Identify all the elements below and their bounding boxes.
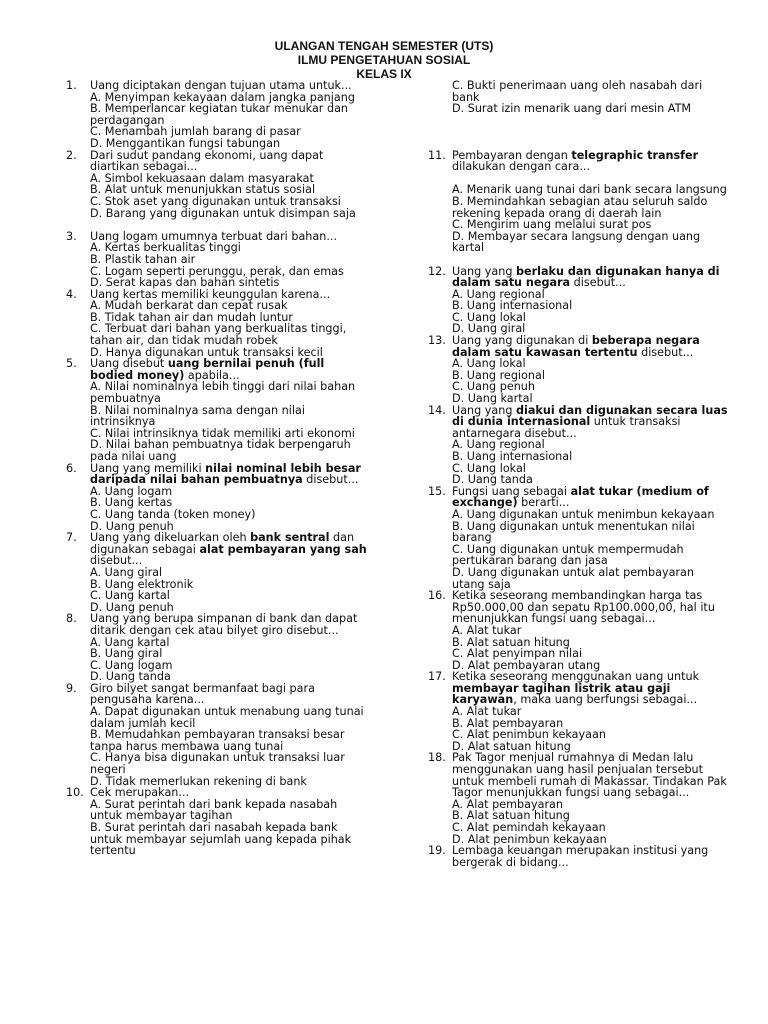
question-stem-text: Uang kertas memiliki keunggulan karena... [90, 287, 331, 301]
question-stem [452, 335, 728, 358]
question-stem-text: disebut... [90, 554, 143, 568]
question-stem [90, 150, 370, 173]
question-stem [90, 358, 370, 381]
answer-option: A. Uang lokal [452, 357, 526, 371]
answer-option: B. Uang digunakan untuk menentukan nilai barang [452, 519, 695, 545]
answer-option: D. Uang penuh [90, 600, 174, 614]
answer-option: D. Barang yang digunakan untuk disimpan saja [90, 206, 356, 220]
question-stem-text: Uang yang memiliki [90, 461, 206, 475]
answer-option: C. Bukti penerimaan uang oleh nasabah dari bank [452, 79, 703, 104]
question-stem-text: Ketika seseorang menggunakan uang untuk [452, 670, 700, 684]
question-item [66, 463, 370, 533]
question-stem-text: disebut... [302, 473, 359, 487]
question-stem [452, 150, 728, 173]
question-item [428, 590, 728, 671]
answer-option: D. Nilai bahan pembuatnya tidak berpengaruh pada nilai uang [90, 438, 351, 463]
answer-option: C. Uang kartal [90, 589, 170, 603]
answer-option: B. Uang elektronik [90, 577, 194, 591]
question-stem-bold: nilai nominal lebih besar daripada nilai bahan pembuatnya [90, 461, 361, 487]
answer-option: B. Alat satuan hitung [452, 635, 570, 649]
answer-option: B. Surat perintah dari nasabah kepada bank untuk membayar sejumlah uang kepada pihak tertentu [90, 821, 352, 858]
answer-option: B. Memudahkan pembayaran transaksi besar tanpa harus membawa uang tunai [90, 728, 345, 753]
answer-option: D. Alat pembayaran utang [452, 658, 601, 672]
question-stem [90, 463, 370, 486]
answer-option: C. Stok aset yang digunakan untuk transaksi [90, 194, 341, 208]
answer-option: B. Alat pembayaran [452, 716, 564, 730]
question-stem-bold: telegraphic transfer [571, 148, 699, 162]
question-item [66, 231, 370, 289]
question-stem-text: Uang yang digunakan di [452, 334, 592, 348]
answer-option: D. Uang giral [452, 322, 526, 336]
question-stem-text: Dari sudut pandang ekonomi, uang dapat diartikan sebagai... [90, 148, 324, 174]
question-item [66, 150, 370, 220]
question-stem-bold: beberapa negara dalam satu kawasan tertentu [452, 334, 700, 359]
question-item [66, 80, 370, 150]
answer-option: B. Uang internasional [452, 450, 573, 463]
answer-option: C. Hanya bisa digunakan untuk transaksi luar negeri [90, 751, 345, 777]
question-stem [90, 532, 370, 567]
answer-option: A. Uang logam [90, 484, 173, 498]
answer-option: A. Uang regional [452, 287, 545, 301]
question-number: 16. [428, 589, 446, 603]
answer-option: C. Alat penimbun kekayaan [452, 728, 606, 742]
question-item [428, 335, 728, 405]
question-item [66, 613, 370, 683]
answer-option: C. Uang lokal [452, 461, 526, 475]
question-number: 3. [66, 229, 77, 243]
answer-option: C. Nilai intrinsiknya tidak memiliki arti ekonomi [90, 426, 355, 440]
question-stem-text: Pak Tagor menjual rumahnya di Medan lalu menggunakan uang hasil penjualan tersebut untuk membeli rumah di Makassar. Tindakan Pak Tagor menunjukkan fungsi uang sebagai... [452, 751, 727, 800]
answer-option: D. Menggantikan fungsi tabungan [90, 136, 281, 150]
question-item [428, 486, 728, 590]
answer-option: B. Alat satuan hitung [452, 809, 570, 823]
question-stem-text: Ketika seseorang membandingkan harga tas Rp50.000,00 dan sepatu Rp100.000,00, hal itu menunjukkan fungsi uang sebagai... [452, 589, 715, 626]
question-stem [452, 486, 728, 509]
question-item [428, 845, 728, 868]
answer-option: C. Uang lokal [452, 310, 526, 324]
question-stem [452, 671, 728, 706]
question-stem-text: Uang yang [452, 403, 517, 417]
question-number: 6. [66, 461, 77, 475]
right-column [428, 80, 728, 868]
question-number: 18. [428, 751, 446, 765]
question-item [66, 289, 370, 359]
question-stem-bold: membayar tagihan listrik atau gaji karyawan [452, 681, 671, 707]
answer-option: B. Alat untuk menunjukkan status sosial [90, 183, 316, 197]
answer-option: A. Alat tukar [452, 623, 522, 637]
answer-option: A. Uang giral [90, 565, 163, 579]
question-item [428, 671, 728, 752]
exam-class: KELAS IX [356, 67, 412, 81]
answer-option: D. Alat penimbun kekayaan [452, 832, 607, 846]
answer-option: C. Uang digunakan untuk mempermudah pertukaran barang dan jasa [452, 542, 684, 568]
question-stem [452, 405, 728, 440]
question-number: 8. [66, 612, 77, 626]
answer-option: B. Plastik tahan air [90, 252, 196, 266]
answer-option: A. Uang kartal [90, 635, 170, 649]
question-number: 13. [428, 334, 446, 348]
answer-option: D. Hanya digunakan untuk transaksi kecil [90, 345, 323, 359]
answer-option: B. Tidak tahan air dan mudah luntur [90, 310, 293, 324]
answer-option: A. Kertas berkualitas tinggi [90, 241, 241, 255]
question-number: 5. [66, 357, 77, 371]
question-number: 12. [428, 264, 446, 278]
answer-option: A. Uang regional [452, 438, 545, 452]
question-stem [90, 613, 370, 636]
question-item [66, 358, 370, 462]
question-item [428, 405, 728, 486]
answer-option: D. Uang tanda [90, 670, 171, 684]
question-stem-text: Uang yang berupa simpanan di bank dan dapat ditarik dengan cek atau bilyet giro disebut... [90, 612, 358, 637]
answer-option: D. Uang digunakan untuk alat pembayaran utang saja [452, 565, 694, 591]
answer-option: A. Nilai nominalnya lebih tinggi dari nilai bahan pembuatnya [90, 380, 356, 406]
question-stem-text: Pembayaran dengan [452, 148, 572, 162]
question-item [428, 266, 728, 336]
answer-option: B. Memindahkan sebagian atau seluruh saldo rekening kepada orang di daerah lain [452, 194, 708, 220]
question-item [428, 150, 728, 254]
question-item [66, 683, 370, 787]
answer-option: C. Uang tanda (token money) [90, 507, 256, 521]
question-number: 4. [66, 287, 77, 301]
question-number: 11. [428, 148, 446, 162]
question-number: 7. [66, 531, 77, 545]
answer-option: A. Menarik uang tunai dari bank secara langsung [452, 183, 727, 197]
question-stem-text: disebut... [637, 345, 694, 359]
question-number: 17. [428, 670, 446, 684]
question-item [428, 752, 728, 845]
answer-option: A. Dapat digunakan untuk menabung uang tunai dalam jumlah kecil [90, 705, 364, 730]
question-number: 14. [428, 403, 446, 417]
question-stem-text: Uang yang [452, 264, 517, 278]
answer-option: C. Logam seperti perunggu, perak, dan emas [90, 264, 344, 278]
question-stem-bold: berlaku dan digunakan hanya di dalam satu negara [452, 264, 720, 290]
question-stem [90, 683, 370, 706]
question-item [66, 787, 370, 857]
question-stem-bold: uang bernilai penuh (full bodied money) [90, 357, 325, 382]
question-stem-text: Lembaga keuangan merupakan institusi yang bergerak di bidang... [452, 844, 709, 869]
question-stem-text: Uang diciptakan dengan tujuan utama untuk... [90, 79, 352, 92]
answer-option: A. Alat tukar [452, 705, 522, 719]
question-number: 1. [66, 79, 77, 92]
question-number: 9. [66, 681, 77, 695]
exam-subject: ILMU PENGETAHUAN SOSIAL [297, 53, 471, 67]
question-stem-bold: diakui dan digunakan secara luas di dunia internasional [452, 403, 728, 429]
answer-option: C. Uang logam [90, 658, 173, 672]
question-stem-text: untuk transaksi antarnegara disebut... [452, 415, 681, 440]
answer-option: A. Menyimpan kekayaan dalam jangka panjang [90, 90, 355, 104]
exam-title: ULANGAN TENGAH SEMESTER (UTS) [274, 39, 494, 53]
answer-option: B. Uang regional [452, 368, 545, 382]
question-stem [90, 80, 370, 92]
question-stem [452, 590, 728, 625]
question-stem-text: Uang logam umumnya terbuat dari bahan... [90, 229, 337, 243]
answer-option: C. Mengirim uang melalui surat pos [452, 218, 652, 232]
answer-option: B. Memperlancar kegiatan tukar menukar dan perdagangan [90, 102, 349, 127]
question-stem-text: dan digunakan sebagai [90, 531, 355, 556]
answer-option: A. Uang digunakan untuk menimbun kekayaan [452, 507, 715, 521]
exam-header [0, 39, 768, 81]
question-stem-bold: alat pembayaran yang sah [199, 542, 367, 556]
question-stem-text: disebut... [570, 276, 626, 290]
question-stem-text: Fungsi uang sebagai [452, 484, 571, 498]
question-stem-text: Giro bilyet sangat bermanfaat bagi para pengusaha karena... [90, 681, 315, 707]
question-stem [452, 845, 728, 868]
answer-option: A. Surat perintah dari bank kepada nasabah untuk membayar tagihan [90, 797, 338, 823]
answer-option: D. Uang penuh [90, 519, 174, 533]
question-number: 15. [428, 484, 446, 498]
answer-option: C. Alat penyimpan nilai [452, 647, 583, 661]
question-stem-bold: alat tukar (medium of exchange) [452, 484, 709, 510]
answer-option: D. Alat satuan hitung [452, 739, 571, 753]
question-stem-text: dilakukan dengan cara... [452, 160, 590, 174]
answer-option: D. Serat kapas dan bahan sintetis [90, 276, 280, 290]
question-stem-text: Uang yang dikeluarkan oleh [90, 531, 251, 545]
question-number: 2. [66, 148, 77, 162]
answer-option: A. Simbol kekuasaan dalam masyarakat [90, 171, 314, 185]
answer-option: C. Terbuat dari bahan yang berkualitas tinggi, tahan air, dan tidak mudah robek [90, 322, 347, 348]
spacer [428, 126, 728, 138]
answer-option: B. Uang internasional [452, 299, 573, 313]
answer-option: B. Uang giral [90, 647, 163, 661]
question-stem [452, 752, 728, 798]
answer-option: D. Surat izin menarik uang dari mesin ATM [452, 102, 692, 116]
answer-option: D. Tidak memerlukan rekening di bank [90, 774, 307, 788]
question-item [66, 532, 370, 613]
question-stem [452, 266, 728, 289]
question-number: 19. [428, 844, 446, 858]
question-stem-text: Cek merupakan... [90, 786, 190, 800]
question-stem-text: Uang disebut [90, 357, 168, 371]
answer-option: D. Membayar secara langsung dengan uang kartal [452, 229, 701, 255]
question-stem-bold: bank sentral [250, 531, 330, 545]
left-column [66, 80, 370, 857]
answer-option: A. Mudah berkarat dan cepat rusak [90, 299, 288, 313]
question-stem-text: apabila... [184, 368, 240, 382]
answer-option: B. Nilai nominalnya sama dengan nilai intrinsiknya [90, 403, 305, 429]
answer-option: D. Uang kartal [452, 392, 533, 406]
answer-option: C. Menambah jumlah barang di pasar [90, 125, 301, 139]
spacer [428, 115, 728, 127]
answer-option: A. Alat pembayaran [452, 797, 563, 811]
question-number: 10. [66, 786, 84, 800]
answer-option: C. Uang penuh [452, 380, 535, 394]
answer-option: D. Uang tanda [452, 473, 533, 487]
question-stem-text: , maka uang berfungsi sebagai... [513, 693, 698, 707]
answer-option: B. Uang kertas [90, 496, 173, 510]
question-item-continued [428, 80, 728, 115]
question-stem-text: berarti... [517, 496, 570, 510]
answer-option: C. Alat pemindah kekayaan [452, 821, 606, 834]
